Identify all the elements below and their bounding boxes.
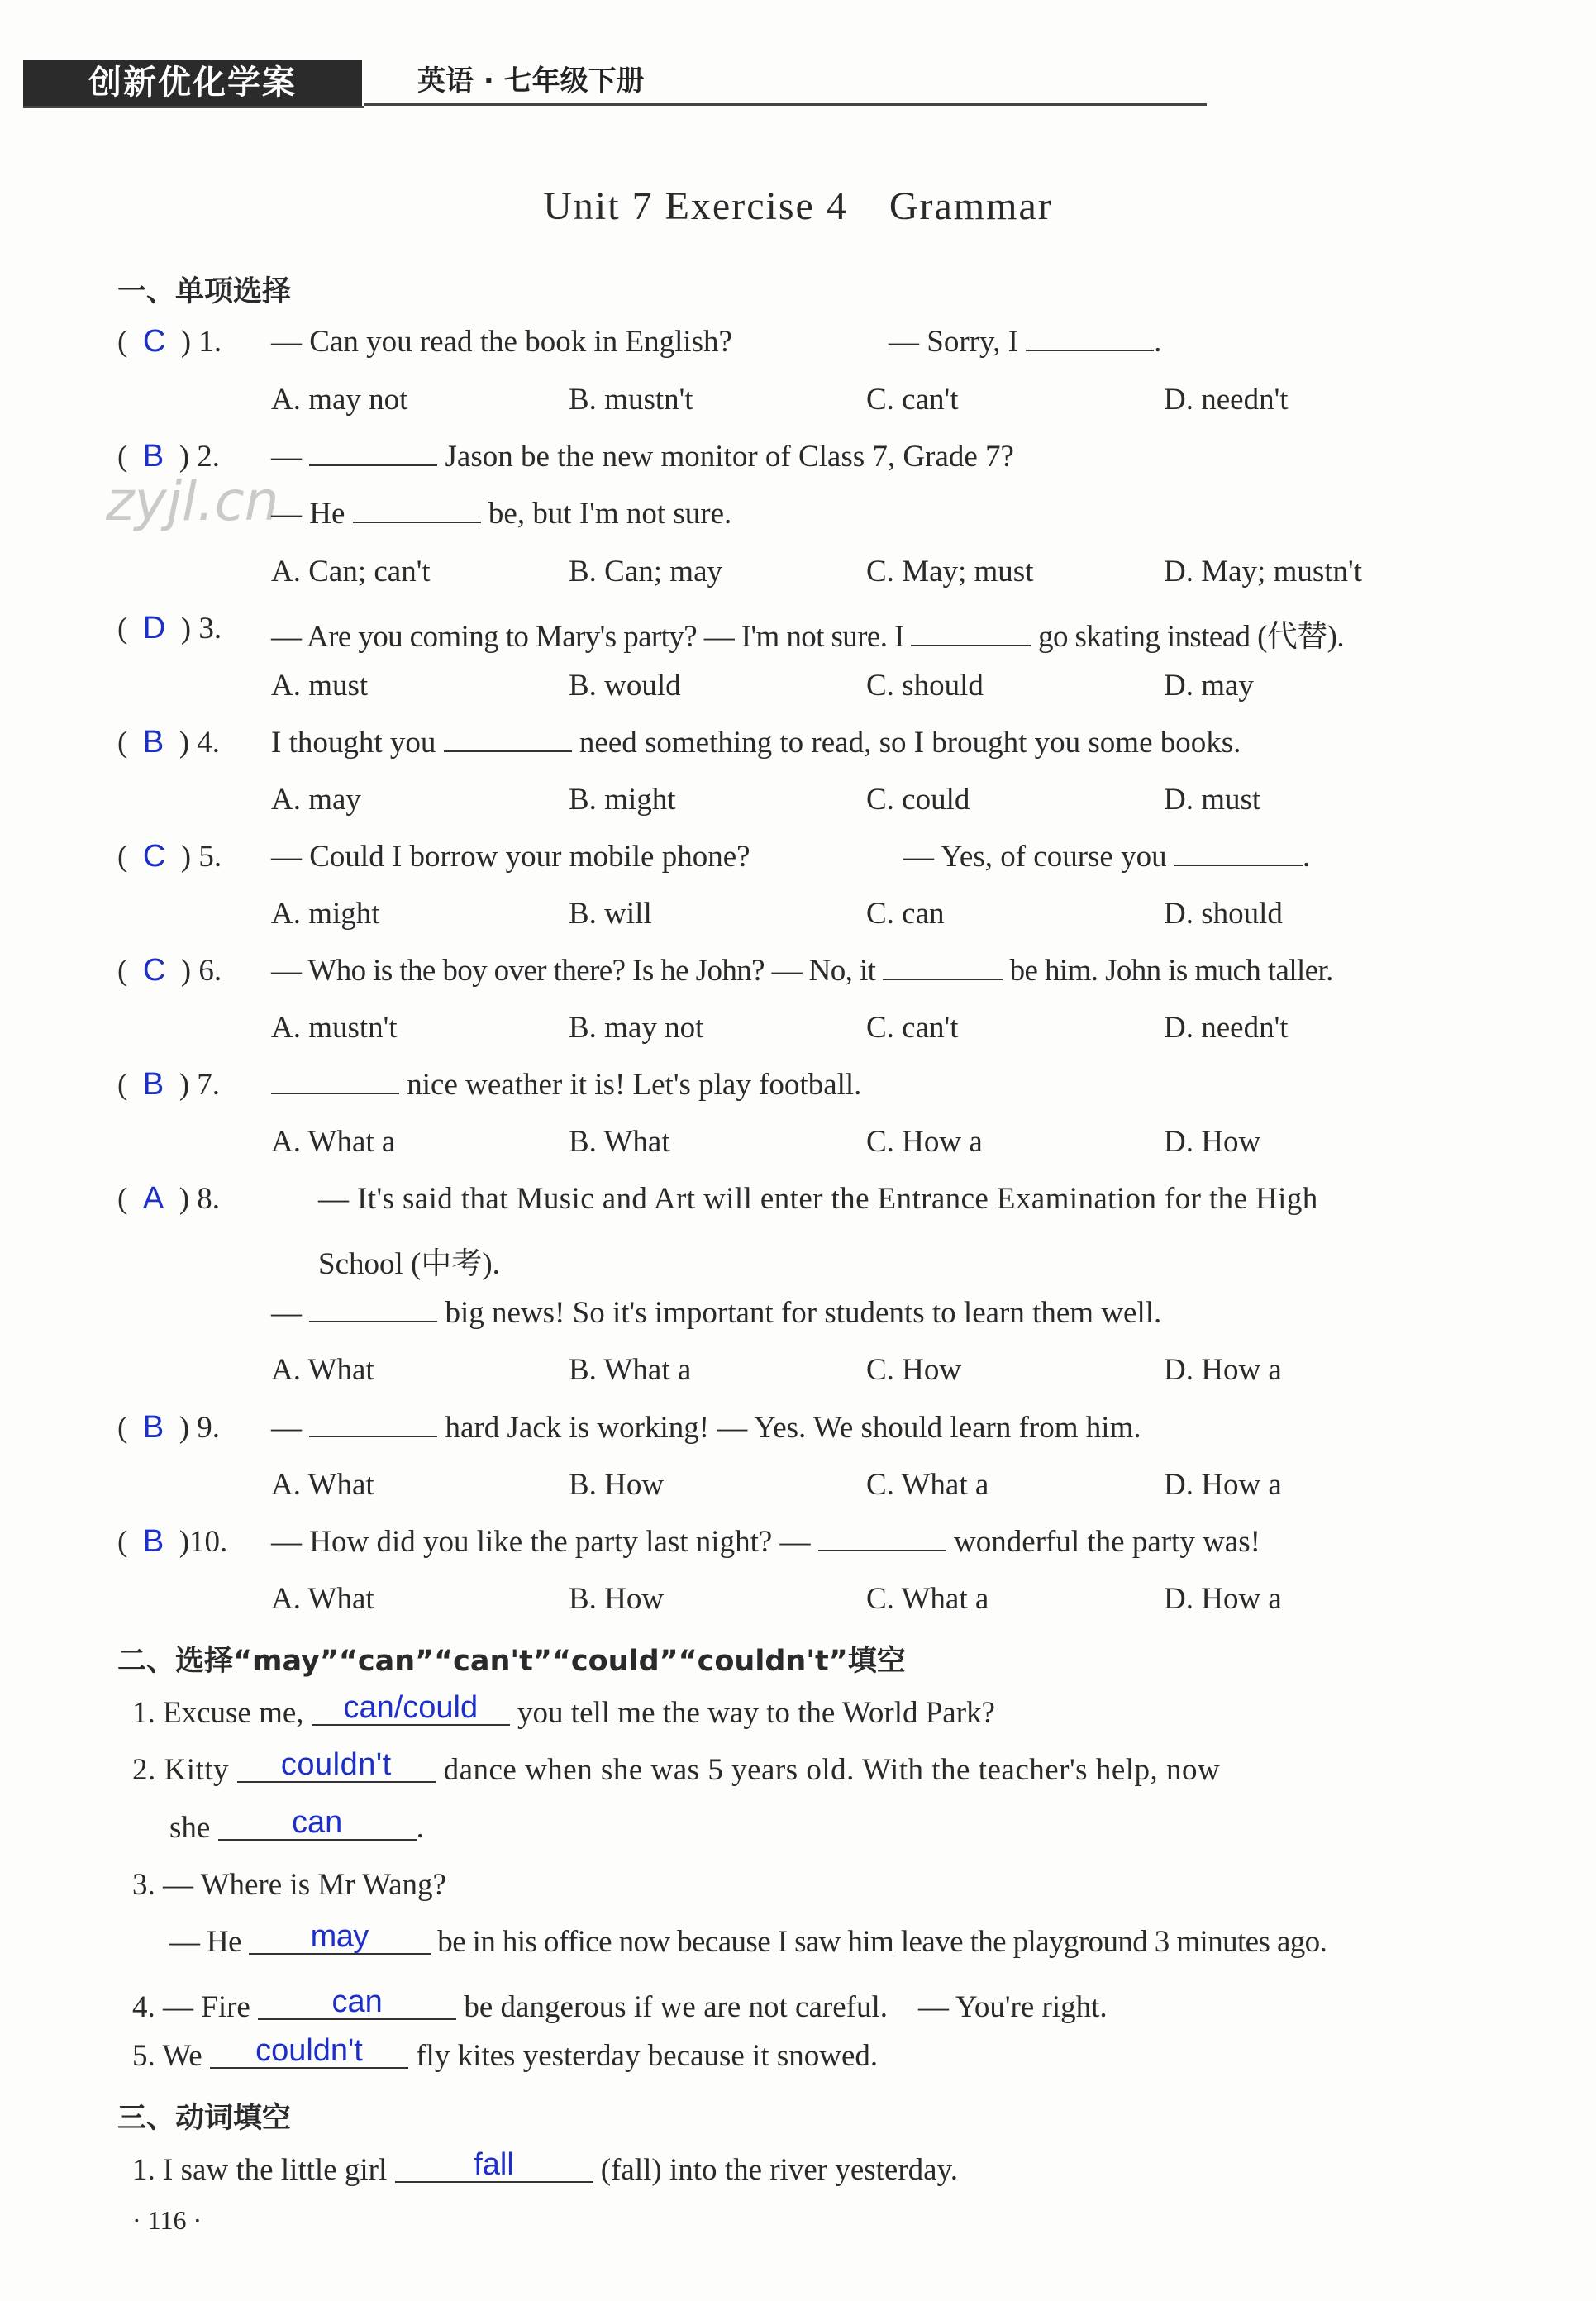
q-num: 3. bbox=[198, 612, 222, 646]
option-b: B. would bbox=[569, 669, 681, 703]
page-title: Unit 7 Exercise 4 Grammar bbox=[543, 184, 1053, 228]
q-text: be him. John is much taller. bbox=[1003, 954, 1333, 988]
option-b: B. might bbox=[569, 783, 676, 817]
fill-text: be in his office now because I saw him leave the playground 3 minutes ago. bbox=[430, 1925, 1327, 1959]
fill-answer: couldn't bbox=[237, 1748, 436, 1783]
q-num: 5. bbox=[198, 840, 222, 874]
fill-text: dance when she was 5 years old. With the teacher's help, now bbox=[435, 1753, 1221, 1787]
q-text: — It's said that Music and Art will enter the Entrance Examination for the High bbox=[318, 1182, 1318, 1216]
q-num: 6. bbox=[198, 954, 222, 988]
option-a: A. may not bbox=[271, 383, 408, 417]
watermark: zyjl.cn bbox=[106, 469, 279, 533]
answer-9: B bbox=[142, 1410, 164, 1445]
question-2: ( B ) 2. bbox=[117, 439, 221, 474]
option-a: A. may bbox=[271, 783, 361, 817]
q-num: 9. bbox=[197, 1411, 221, 1445]
answer-6: C bbox=[142, 953, 166, 988]
option-c: C. What a bbox=[866, 1468, 989, 1502]
q-text: hard Jack is working! — Yes. We should learn from him. bbox=[437, 1411, 1141, 1445]
question-8: ( A ) 8. bbox=[117, 1181, 221, 1216]
fill-item-4 bbox=[132, 1981, 1108, 2026]
header-rule bbox=[364, 103, 1207, 106]
option-b: B. may not bbox=[569, 1011, 704, 1045]
page-number: · 116 · bbox=[132, 2205, 202, 2235]
question-6: ( C ) 6. bbox=[117, 953, 222, 988]
q-text: go skating instead (代替). bbox=[1031, 620, 1344, 654]
verb-item-1 bbox=[132, 2147, 958, 2188]
q-text: big news! So it's important for students to learn them well. bbox=[437, 1296, 1162, 1330]
option-c: C. can't bbox=[866, 1011, 959, 1045]
fill-item-1 bbox=[132, 1690, 995, 1731]
question-8-line2: School (中考). bbox=[318, 1247, 500, 1281]
fill-item-3-reply bbox=[169, 1919, 1327, 1960]
fill-text: 3. — Where is Mr Wang? bbox=[132, 1868, 446, 1902]
option-d: D. How a bbox=[1164, 1582, 1282, 1616]
fill-item-2-cont bbox=[169, 1805, 424, 1846]
q-text: — bbox=[271, 1296, 310, 1330]
fill-text: you tell me the way to the World Park? bbox=[509, 1696, 995, 1730]
question-2-text bbox=[271, 439, 1014, 474]
answer-3: D bbox=[142, 611, 166, 646]
option-d: D. needn't bbox=[1164, 1011, 1289, 1045]
question-10-text bbox=[271, 1524, 1260, 1560]
fill-text: 1. Excuse me, bbox=[132, 1696, 312, 1730]
answer-8: A bbox=[142, 1181, 164, 1216]
option-d: D. may bbox=[1164, 669, 1254, 703]
option-d: D. How a bbox=[1164, 1353, 1282, 1387]
header-brand: 创新优化学案 bbox=[88, 64, 297, 102]
header-subject: 英语 · 七年级下册 bbox=[417, 64, 645, 98]
question-10: ( B )10. bbox=[117, 1524, 228, 1559]
q-text: — Who is the boy over there? Is he John? — No, it bbox=[271, 954, 883, 988]
option-c: C. May; must bbox=[866, 555, 1034, 588]
question-8-line3 bbox=[271, 1295, 1161, 1331]
blank bbox=[1174, 865, 1303, 866]
fill-answer: can bbox=[218, 1806, 417, 1841]
q-text: — Can you read the book in English? bbox=[271, 325, 732, 359]
question-7-text bbox=[271, 1067, 861, 1103]
q-text: nice weather it is! Let's play football. bbox=[399, 1068, 862, 1102]
fill-text: 4. — Fire bbox=[132, 1990, 259, 2024]
option-c: C. can bbox=[866, 897, 945, 931]
option-b: B. What bbox=[569, 1125, 670, 1159]
option-a: A. What bbox=[271, 1468, 374, 1502]
q-text: . bbox=[1154, 325, 1162, 359]
q-text: need something to read, so I brought you some books. bbox=[571, 726, 1241, 760]
option-d: D. May; mustn't bbox=[1164, 555, 1362, 588]
section1-heading: 一、单项选择 bbox=[117, 275, 292, 308]
option-c: C. What a bbox=[866, 1582, 989, 1616]
answer-5: C bbox=[142, 839, 166, 874]
fill-text: she bbox=[169, 1811, 218, 1845]
answer-7: B bbox=[142, 1067, 164, 1102]
fill-text: . bbox=[416, 1811, 424, 1845]
q-num: 10. bbox=[189, 1525, 228, 1559]
question-1-text bbox=[271, 324, 732, 360]
q-text: — bbox=[271, 1411, 310, 1445]
blank bbox=[444, 750, 572, 752]
question-3-text bbox=[271, 611, 1344, 655]
fill-text: 5. We bbox=[132, 2039, 210, 2073]
fill-text: — He bbox=[169, 1925, 249, 1959]
fill-text: 1. I saw the little girl bbox=[132, 2153, 395, 2187]
option-b: B. mustn't bbox=[569, 383, 693, 417]
option-d: D. How a bbox=[1164, 1468, 1282, 1502]
q-text: wonderful the party was! bbox=[946, 1525, 1260, 1559]
blank bbox=[271, 1093, 399, 1094]
option-b: B. will bbox=[569, 897, 652, 931]
answer-2: B bbox=[142, 439, 164, 474]
q-text: — He bbox=[271, 497, 353, 531]
answer-4: B bbox=[142, 725, 164, 760]
q-text: — bbox=[271, 440, 310, 474]
section2-heading: 二、选择“may”“can”“can't”“could”“couldn't”填空 bbox=[117, 1645, 906, 1678]
blank bbox=[309, 464, 437, 466]
fill-text: (fall) into the river yesterday. bbox=[593, 2153, 958, 2187]
q-text: — Yes, of course you bbox=[903, 840, 1174, 874]
option-a: A. might bbox=[271, 897, 380, 931]
q-text: . bbox=[1302, 840, 1311, 874]
section3-heading: 三、动词填空 bbox=[117, 2102, 292, 2135]
option-d: D. How bbox=[1164, 1125, 1261, 1159]
fill-answer: fall bbox=[395, 2148, 593, 2183]
option-b: B. Can; may bbox=[569, 555, 723, 588]
fill-answer: couldn't bbox=[210, 2034, 408, 2069]
blank bbox=[353, 522, 481, 523]
fill-text: be dangerous if we are not careful. — You're right. bbox=[456, 1990, 1108, 2024]
question-8-text bbox=[318, 1181, 1318, 1217]
option-c: C. How bbox=[866, 1353, 962, 1387]
fill-answer: can/could bbox=[312, 1691, 510, 1726]
question-3: ( D ) 3. bbox=[117, 611, 222, 646]
blank bbox=[1026, 350, 1154, 351]
option-d: D. should bbox=[1164, 897, 1283, 931]
q-num: 1. bbox=[198, 325, 222, 359]
option-c: C. How a bbox=[866, 1125, 983, 1159]
answer-10: B bbox=[142, 1524, 164, 1559]
blank bbox=[818, 1550, 946, 1551]
blank bbox=[309, 1436, 437, 1437]
fill-item-2 bbox=[132, 1747, 1221, 1788]
option-a: A. Can; can't bbox=[271, 555, 431, 588]
question-4: ( B ) 4. bbox=[117, 725, 221, 760]
blank bbox=[309, 1321, 437, 1322]
question-9-text bbox=[271, 1410, 1141, 1446]
answer-1: C bbox=[142, 324, 166, 359]
fill-text: fly kites yesterday because it snowed. bbox=[407, 2039, 879, 2073]
question-5: ( C ) 5. bbox=[117, 839, 222, 874]
fill-answer: can bbox=[258, 1985, 456, 2020]
question-2-line2 bbox=[271, 496, 731, 531]
fill-answer: may bbox=[249, 1920, 431, 1955]
question-5-text bbox=[271, 839, 750, 874]
question-4-text bbox=[271, 725, 1241, 760]
question-7: ( B ) 7. bbox=[117, 1067, 221, 1102]
blank bbox=[911, 645, 1031, 646]
option-a: A. mustn't bbox=[271, 1011, 398, 1045]
q-num: 7. bbox=[197, 1068, 221, 1102]
option-a: A. What a bbox=[271, 1125, 396, 1159]
blank bbox=[883, 979, 1003, 980]
option-c: C. could bbox=[866, 783, 970, 817]
q-num: 8. bbox=[197, 1182, 221, 1216]
q-text: — Are you coming to Mary's party? — I'm not sure. I bbox=[271, 620, 912, 654]
question-5-reply bbox=[903, 839, 1310, 874]
q-text: — Sorry, I bbox=[889, 325, 1027, 359]
fill-text: 2. Kitty bbox=[132, 1753, 237, 1787]
option-d: D. needn't bbox=[1164, 383, 1289, 417]
option-b: B. How bbox=[569, 1468, 665, 1502]
question-1-reply bbox=[889, 324, 1161, 360]
option-b: B. How bbox=[569, 1582, 665, 1616]
question-9: ( B ) 9. bbox=[117, 1410, 221, 1445]
q-text: — How did you like the party last night? — bbox=[271, 1525, 818, 1559]
option-c: C. should bbox=[866, 669, 984, 703]
q-text: I thought you bbox=[271, 726, 444, 760]
q-num: 2. bbox=[197, 440, 221, 474]
fill-item-5 bbox=[132, 2033, 879, 2074]
q-text: Jason be the new monitor of Class 7, Grade 7? bbox=[437, 440, 1014, 474]
option-c: C. can't bbox=[866, 383, 959, 417]
option-a: A. What bbox=[271, 1582, 374, 1616]
question-1: ( C ) 1. bbox=[117, 324, 222, 359]
question-6-text bbox=[271, 953, 1333, 989]
header-rule-left bbox=[23, 106, 364, 108]
option-a: A. What bbox=[271, 1353, 374, 1387]
option-a: A. must bbox=[271, 669, 369, 703]
q-num: 4. bbox=[197, 726, 221, 760]
q-text: be, but I'm not sure. bbox=[480, 497, 732, 531]
fill-item-3 bbox=[132, 1867, 446, 1903]
q-text: — Could I borrow your mobile phone? bbox=[271, 840, 750, 874]
option-b: B. What a bbox=[569, 1353, 692, 1387]
option-d: D. must bbox=[1164, 783, 1261, 817]
